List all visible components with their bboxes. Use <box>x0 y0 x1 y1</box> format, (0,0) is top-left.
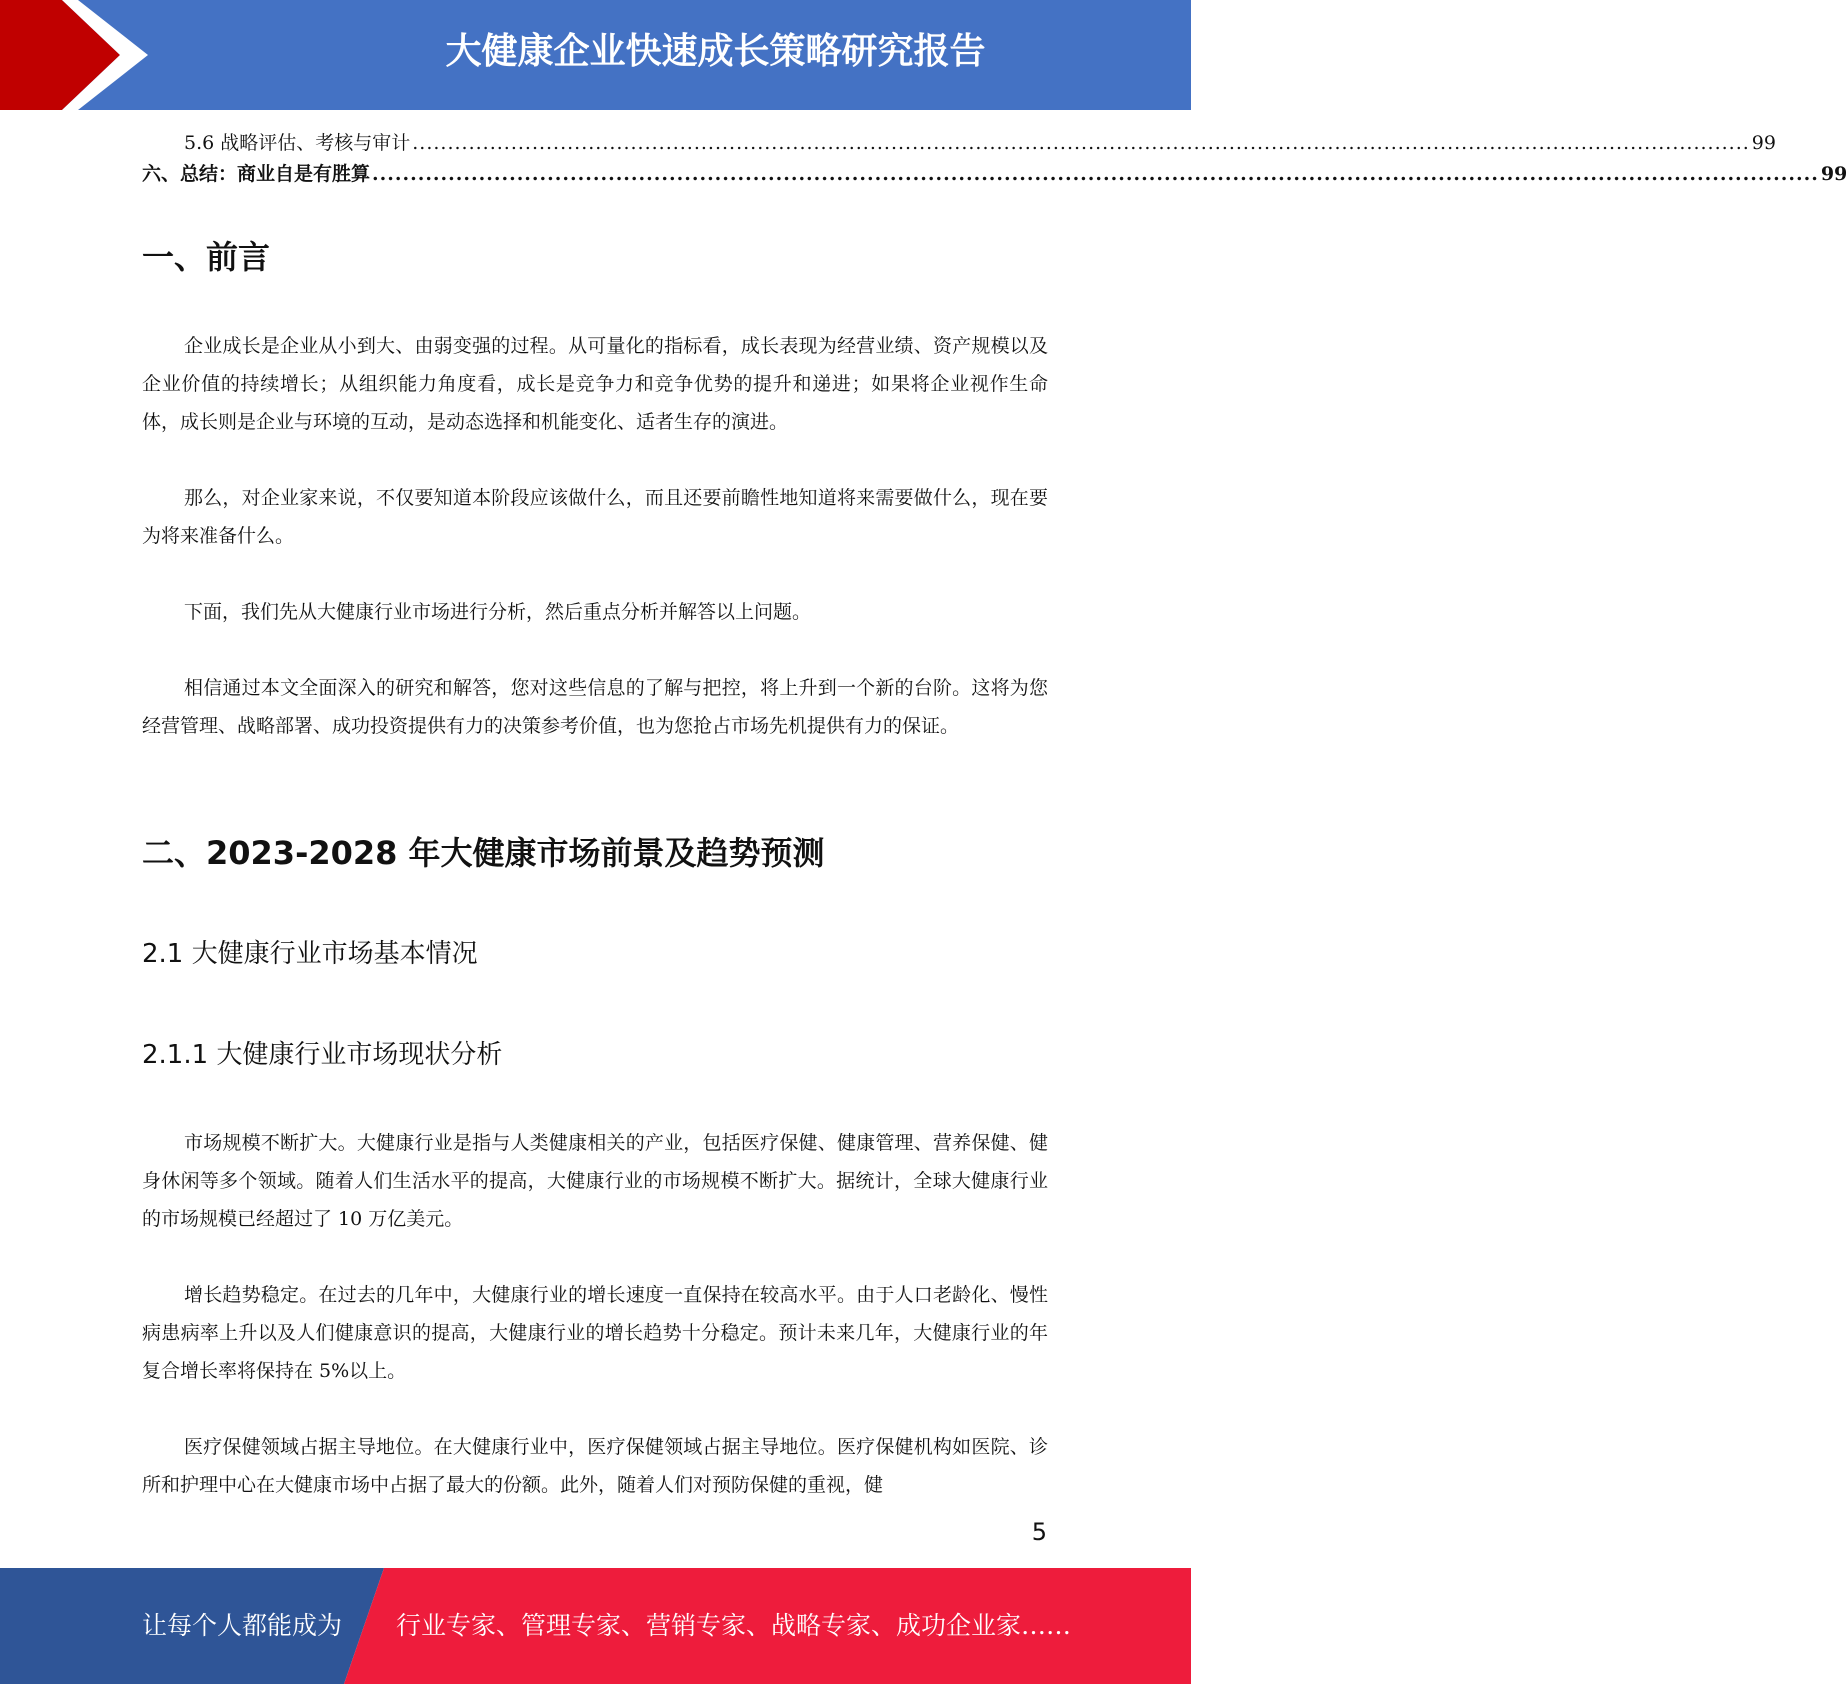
body-paragraph: 增长趋势稳定。在过去的几年中，大健康行业的增长速度一直保持在较高水平。由于人口老龄化、慢性病患病率上升以及人们健康意识的提高，大健康行业的增长趋势十分稳定。预计未来几年，大健康行业的年复合增长率将保持在 5%以上。 <box>142 1284 1048 1382</box>
section-heading: 一、前言 <box>142 238 271 276</box>
body-paragraph: 那么，对企业家来说，不仅要知道本阶段应该做什么，而且还要前瞻性地知道将来需要做什么，现在要为将来准备什么。 <box>142 487 1048 547</box>
toc-entry-text: 5.6 战略评估、考核与审计 <box>184 132 411 154</box>
toc-entry[interactable] <box>142 128 1776 158</box>
toc-entry[interactable] <box>142 159 1847 189</box>
toc-entry-page: 99 <box>1820 163 1847 185</box>
page-number: 5 <box>1031 1518 1047 1546</box>
subsection-heading: 2.1 大健康行业市场基本情况 <box>142 939 478 969</box>
body-paragraph: 市场规模不断扩大。大健康行业是指与人类健康相关的产业，包括医疗保健、健康管理、营养保健、健身休闲等多个领域。随着人们生活水平的提高，大健康行业的市场规模不断扩大。据统计，全球大健康行业的市场规模已经超过了 10 万亿美元。 <box>142 1132 1048 1230</box>
toc-leader-dots: .............................................................................................................................................................................................. <box>372 163 1819 185</box>
toc-leader-dots: .............................................................................................................................................................................................. <box>412 132 1750 154</box>
toc-entry-text: 六、总结：商业自是有胜算 <box>142 163 371 185</box>
subsubsection-heading: 2.1.1 大健康行业市场现状分析 <box>142 1040 503 1070</box>
header-chevron-decoration <box>0 0 160 110</box>
section-heading: 二、2023-2028 年大健康市场前景及趋势预测 <box>142 834 825 872</box>
footer-slogan-right: 行业专家、管理专家、营销专家、战略专家、成功企业家…… <box>396 1611 1072 1640</box>
body-paragraph: 下面，我们先从大健康行业市场进行分析，然后重点分析并解答以上问题。 <box>184 601 812 623</box>
page-footer <box>0 1568 1191 1684</box>
body-paragraph: 相信通过本文全面深入的研究和解答，您对这些信息的了解与把控，将上升到一个新的台阶。这将为您经营管理、战略部署、成功投资提供有力的决策参考价值，也为您抢占市场先机提供有力的保证。 <box>142 677 1048 737</box>
chevron-red-shape <box>0 0 120 110</box>
body-paragraph: 企业成长是企业从小到大、由弱变强的过程。从可量化的指标看，成长表现为经营业绩、资产规模以及企业价值的持续增长；从组织能力角度看，成长是竞争力和竞争优势的提升和递进；如果将企业视作生命体，成长则是企业与环境的互动，是动态选择和机能变化、适者生存的演进。 <box>142 335 1048 433</box>
toc-entry-page: 99 <box>1751 132 1776 154</box>
body-paragraph: 医疗保健领域占据主导地位。在大健康行业中，医疗保健领域占据主导地位。医疗保健机构如医院、诊所和护理中心在大健康市场中占据了最大的份额。此外，随着人们对预防保健的重视，健 <box>142 1436 1048 1496</box>
report-title: 大健康企业快速成长策略研究报告 <box>445 31 986 72</box>
footer-slogan-left: 让每个人都能成为 <box>142 1611 343 1640</box>
page-header <box>0 0 1191 110</box>
